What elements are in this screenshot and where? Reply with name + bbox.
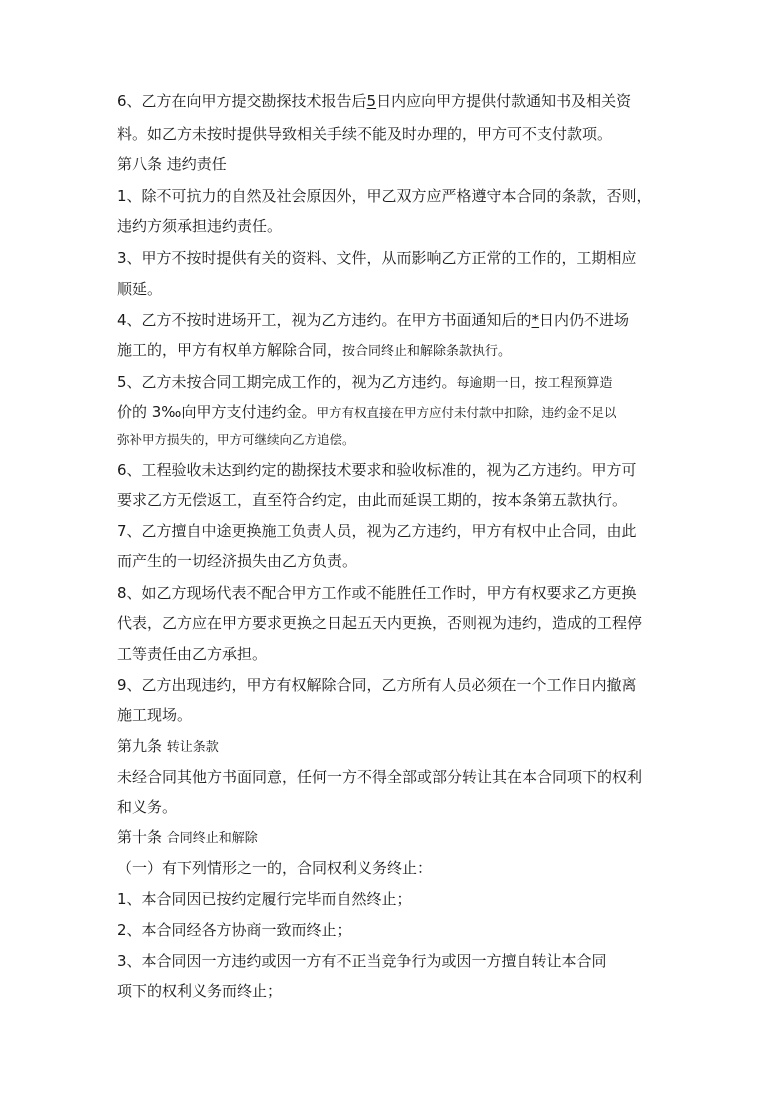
text-segment-small: 按合同终止和解除条款执行。 [342,344,512,359]
underlined-days: * [531,311,540,329]
article-10-item-2: 2、本合同经各方协商一致而终止； [117,921,352,939]
clause-7-line-2: 而产生的一切经济损失由乙方负责。 [117,552,358,570]
article-9-body-line-2: 和义务。 [117,798,178,816]
text-segment: 5、乙方未按合同工期完成工作的，视为乙方违约。 [117,373,457,391]
clause-5-line-3: 弥补甲方损失的，甲方可继续向乙方追偿。 [117,432,355,447]
article-title: 转让条款 [166,740,219,755]
article-9-heading [117,736,219,758]
text-segment: 日内仍不进场 [539,311,630,329]
article-10-item-3-line-2: 项下的权利义务而终止； [117,982,283,1000]
clause-8-line-1: 8、如乙方现场代表不配合甲方工作或不能胜任工作时，甲方有权要求乙方更换 [117,584,637,602]
paragraph-6-payment-line-1 [117,91,631,111]
clause-9-line-1: 9、乙方出现违约，甲方有权解除合同，乙方所有人员必须在一个工作日内撤离 [117,676,637,694]
clause-1-line-2: 违约方须承担违约责任。 [117,217,283,235]
article-8-heading: 第八条 违约责任 [117,155,227,173]
clause-7-line-1: 7、乙方擅自中途更换施工负责人员，视为乙方违约，甲方有权中止合同，由此 [117,522,637,540]
clause-6-line-2: 要求乙方无偿返工，直至符合约定，由此而延误工期的，按本条第五款执行。 [117,491,628,509]
clause-8-line-2: 代表，乙方应在甲方要求更换之日起五天内更换，否则视为违约，造成的工程停 [117,614,643,632]
article-10-sub-1: （一）有下列情形之一的，合同权利义务终止： [117,859,433,877]
clause-3-line-2: 顺延。 [117,280,163,298]
article-title: 合同终止和解除 [166,831,258,846]
text-segment-small: 每逾期一日，按工程预算造 [456,376,613,391]
clause-4-line-1 [117,310,629,330]
clause-5-line-1 [117,372,613,394]
underlined-days: 5 [366,92,377,110]
article-9-body-line-1: 未经合同其他方书面同意，任何一方不得全部或部分转让其在本合同项下的权利 [117,768,643,786]
text-segment-small: 甲方有权直接在甲方应付未付款中扣除，违约金不足以 [316,405,617,420]
text-segment: 价的 3‰向甲方支付违约金。 [117,403,317,421]
clause-1-line-1: 1、除不可抗力的自然及社会原因外，甲乙双方应严格遵守本合同的条款，否则， [117,187,652,205]
article-number: 第十条 [117,828,167,846]
article-10-item-1: 1、本合同因已按约定履行完毕而自然终止； [117,890,412,908]
clause-4-line-2 [117,340,511,362]
text-segment: 施工的，甲方有权单方解除合同， [117,341,343,359]
clause-3-line-1: 3、甲方不按时提供有关的资料、文件，从而影响乙方正常的工作的，工期相应 [117,249,637,267]
article-10-heading [117,827,258,849]
text-segment: 日内应向甲方提供付款通知书及相关资 [376,92,632,110]
clause-8-line-3: 工等责任由乙方承担。 [117,645,268,663]
text-segment: 4、乙方不按时进场开工，视为乙方违约。在甲方书面通知后的 [117,311,532,329]
article-10-item-3-line-1: 3、本合同因一方违约或因一方有不正当竞争行为或因一方擅自转让本合同 [117,952,607,970]
article-number: 第九条 [117,737,167,755]
text-segment: 6、乙方在向甲方提交勘探技术报告后 [117,92,367,110]
clause-9-line-2: 施工现场。 [117,706,193,724]
paragraph-6-payment-line-2: 料。如乙方未按时提供导致相关手续不能及时办理的，甲方可不支付款项。 [117,125,613,143]
clause-5-line-2 [117,402,616,423]
clause-6-line-1: 6、工程验收未达到约定的勘探技术要求和验收标准的，视为乙方违约。甲方可 [117,461,637,479]
